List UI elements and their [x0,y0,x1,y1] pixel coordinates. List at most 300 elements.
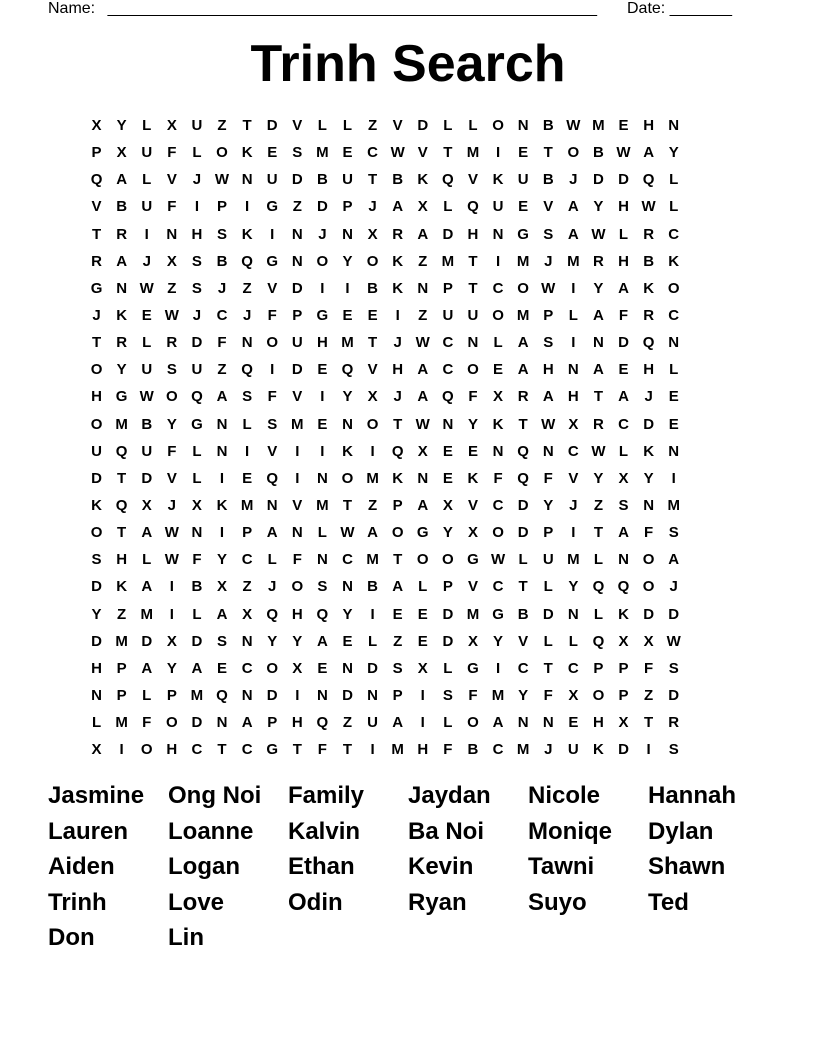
grid-letter[interactable]: E [518,144,529,162]
grid-letter[interactable]: D [517,496,529,514]
grid-letter[interactable]: M [667,496,680,514]
grid-letter[interactable]: I [119,741,124,759]
grid-letter[interactable]: O [517,279,529,297]
grid-letter[interactable]: S [317,578,328,596]
grid-letter[interactable]: T [117,469,127,487]
grid-letter[interactable]: I [495,659,501,677]
grid-letter[interactable]: U [141,198,153,216]
grid-letter[interactable]: Q [241,252,253,270]
grid-letter[interactable]: C [668,225,680,243]
grid-letter[interactable]: D [593,171,604,189]
grid-letter[interactable]: U [191,117,203,134]
grid-letter[interactable]: A [567,198,579,216]
grid-letter[interactable]: D [316,198,328,216]
grid-letter[interactable]: L [418,578,428,596]
grid-letter[interactable]: V [367,361,378,379]
grid-letter[interactable]: L [91,714,102,732]
grid-letter[interactable]: H [593,714,604,732]
grid-letter[interactable]: N [216,442,228,460]
grid-letter[interactable]: Y [668,144,679,162]
grid-letter[interactable]: W [591,225,606,243]
grid-letter[interactable]: V [543,198,554,216]
grid-letter[interactable]: J [393,388,402,406]
grid-letter[interactable]: L [593,605,603,623]
grid-letter[interactable]: V [267,442,278,460]
grid-letter[interactable]: R [643,306,655,324]
grid-letter[interactable]: R [116,225,128,243]
grid-letter[interactable]: R [116,334,128,352]
grid-letter[interactable]: T [367,334,378,352]
grid-letter[interactable]: Z [217,361,227,379]
grid-letter[interactable]: V [392,117,403,134]
grid-letter[interactable]: O [366,252,379,270]
grid-letter[interactable]: K [91,496,102,514]
grid-letter[interactable]: E [442,442,453,460]
grid-letter[interactable]: T [393,551,403,569]
grid-letter[interactable]: Q [241,361,253,379]
grid-letter[interactable]: P [166,686,177,704]
grid-letter[interactable]: N [191,524,203,542]
grid-letter[interactable]: Y [342,388,353,406]
grid-letter[interactable]: Z [242,279,252,297]
grid-letter[interactable]: T [217,741,227,759]
grid-letter[interactable]: I [495,252,501,270]
grid-letter[interactable]: M [240,496,254,514]
grid-letter[interactable]: N [342,415,353,433]
grid-letter[interactable]: L [192,605,202,623]
grid-letter[interactable]: R [593,252,604,270]
grid-letter[interactable]: G [266,198,279,216]
grid-letter[interactable]: N [668,442,680,460]
grid-letter[interactable]: M [466,605,480,623]
grid-letter[interactable]: Y [342,605,353,623]
grid-letter[interactable]: Q [517,469,529,487]
grid-letter[interactable]: X [618,469,629,487]
grid-letter[interactable]: B [517,605,529,623]
grid-letter[interactable]: X [367,225,378,243]
grid-letter[interactable]: O [416,551,429,569]
grid-letter[interactable]: K [492,415,504,433]
grid-letter[interactable]: N [542,442,554,460]
grid-letter[interactable]: O [592,686,605,704]
grid-letter[interactable]: H [542,361,554,379]
grid-letter[interactable]: P [442,279,453,297]
grid-letter[interactable]: F [468,686,478,704]
grid-letter[interactable]: Z [367,496,378,514]
grid-letter[interactable]: K [643,279,655,297]
grid-letter[interactable]: X [141,496,152,514]
grid-letter[interactable]: H [316,334,328,352]
grid-letter[interactable]: A [542,388,554,406]
grid-letter[interactable]: L [468,117,478,134]
grid-letter[interactable]: U [342,171,353,189]
grid-letter[interactable]: L [142,117,152,134]
grid-letter[interactable]: B [191,578,203,596]
grid-letter[interactable]: I [495,144,501,162]
grid-letter[interactable]: D [141,469,153,487]
grid-letter[interactable]: U [141,442,153,460]
grid-letter[interactable]: J [92,306,101,324]
grid-letter[interactable]: L [242,415,252,433]
grid-letter[interactable]: T [367,171,378,189]
grid-letter[interactable]: F [493,469,503,487]
grid-letter[interactable]: E [618,361,629,379]
grid-letter[interactable]: L [267,551,277,569]
grid-letter[interactable]: O [291,578,304,596]
grid-letter[interactable]: D [342,686,353,704]
grid-letter[interactable]: Y [518,686,529,704]
grid-letter[interactable]: K [668,252,680,270]
grid-letter[interactable]: I [270,361,275,379]
grid-letter[interactable]: R [643,225,655,243]
grid-letter[interactable]: Q [115,496,128,514]
grid-letter[interactable]: Y [568,578,579,596]
grid-letter[interactable]: I [295,469,300,487]
grid-letter[interactable]: I [571,279,576,297]
grid-letter[interactable]: L [142,686,152,704]
grid-letter[interactable]: O [642,578,655,596]
grid-letter[interactable]: C [567,659,579,677]
grid-letter[interactable]: N [216,714,228,732]
grid-letter[interactable]: D [643,415,655,433]
grid-letter[interactable]: D [291,279,303,297]
grid-letter[interactable]: T [91,225,102,243]
grid-letter[interactable]: W [164,551,179,569]
grid-letter[interactable]: E [141,306,152,324]
grid-letter[interactable]: Y [593,198,604,216]
grid-letter[interactable]: P [342,198,353,216]
grid-letter[interactable]: H [91,659,102,677]
grid-letter[interactable]: H [643,117,655,134]
grid-letter[interactable]: O [266,334,279,352]
grid-letter[interactable]: M [341,334,354,352]
grid-letter[interactable]: X [417,659,428,677]
grid-letter[interactable]: Y [593,469,604,487]
grid-letter[interactable]: T [242,117,252,134]
grid-letter[interactable]: B [141,415,153,433]
grid-letter[interactable]: A [141,659,153,677]
grid-letter[interactable]: Y [91,605,102,623]
grid-letter[interactable]: T [468,252,478,270]
grid-letter[interactable]: A [316,632,328,650]
grid-letter[interactable]: P [116,686,127,704]
grid-letter[interactable]: W [541,279,556,297]
grid-letter[interactable]: G [191,415,203,433]
grid-letter[interactable]: Z [217,117,227,134]
grid-letter[interactable]: I [345,279,350,297]
grid-letter[interactable]: Y [116,361,127,379]
grid-letter[interactable]: W [139,388,154,406]
grid-letter[interactable]: Q [467,198,479,216]
grid-letter[interactable]: Q [391,442,404,460]
grid-letter[interactable]: M [366,469,379,487]
grid-letter[interactable]: K [392,279,404,297]
grid-letter[interactable]: N [492,442,504,460]
grid-letter[interactable]: N [668,117,680,134]
grid-letter[interactable]: S [166,361,177,379]
grid-letter[interactable]: I [219,524,225,542]
grid-letter[interactable]: D [517,524,529,542]
grid-letter[interactable]: N [342,578,353,596]
grid-letter[interactable]: B [367,279,378,297]
grid-letter[interactable]: U [492,198,504,216]
grid-letter[interactable]: L [192,469,202,487]
grid-letter[interactable]: X [242,605,253,623]
grid-letter[interactable]: B [367,578,378,596]
grid-letter[interactable]: N [241,334,253,352]
grid-letter[interactable]: D [367,659,378,677]
grid-letter[interactable]: G [467,659,479,677]
grid-letter[interactable]: V [166,469,177,487]
grid-letter[interactable]: Z [367,117,378,134]
grid-letter[interactable]: Z [393,632,403,650]
grid-letter[interactable]: W [591,442,606,460]
grid-letter[interactable]: D [291,361,303,379]
grid-letter[interactable]: E [568,714,579,732]
grid-letter[interactable]: A [417,225,429,243]
grid-letter[interactable]: K [467,469,479,487]
grid-letter[interactable]: B [392,171,404,189]
grid-letter[interactable]: X [467,632,478,650]
grid-letter[interactable]: I [219,469,225,487]
grid-letter[interactable]: N [342,225,353,243]
grid-letter[interactable]: G [517,225,529,243]
grid-letter[interactable]: E [417,632,428,650]
grid-letter[interactable]: B [316,171,328,189]
grid-letter[interactable]: P [593,659,604,677]
grid-letter[interactable]: V [467,171,478,189]
grid-letter[interactable]: Q [617,578,630,596]
grid-letter[interactable]: C [492,496,504,514]
grid-letter[interactable]: E [342,632,353,650]
grid-letter[interactable]: P [392,496,403,514]
grid-letter[interactable]: O [90,524,103,542]
date-blank[interactable]: _______ [669,0,732,17]
grid-letter[interactable]: Q [266,469,279,487]
grid-letter[interactable]: J [142,252,151,270]
grid-letter[interactable]: I [571,334,576,352]
grid-letter[interactable]: S [668,659,679,677]
grid-letter[interactable]: I [320,388,325,406]
grid-letter[interactable]: V [267,279,278,297]
grid-letter[interactable]: A [643,144,655,162]
grid-letter[interactable]: D [668,686,680,704]
grid-letter[interactable]: U [141,361,153,379]
grid-letter[interactable]: E [417,605,428,623]
grid-letter[interactable]: W [214,171,230,189]
grid-letter[interactable]: T [644,714,654,732]
grid-letter[interactable]: K [392,469,404,487]
grid-letter[interactable]: G [266,252,279,270]
grid-letter[interactable]: R [517,388,529,406]
grid-letter[interactable]: C [492,279,504,297]
grid-letter[interactable]: A [492,714,504,732]
grid-letter[interactable]: F [468,388,478,406]
grid-letter[interactable]: L [669,198,679,216]
grid-letter[interactable]: Q [316,605,329,623]
grid-letter[interactable]: A [517,361,529,379]
grid-letter[interactable]: T [518,415,528,433]
grid-letter[interactable]: C [492,741,504,759]
grid-letter[interactable]: T [117,524,127,542]
grid-letter[interactable]: U [141,144,153,162]
grid-letter[interactable]: S [267,415,278,433]
grid-letter[interactable]: X [292,659,303,677]
grid-letter[interactable]: J [318,225,327,243]
grid-letter[interactable]: A [417,388,429,406]
grid-letter[interactable]: J [669,578,678,596]
grid-letter[interactable]: A [668,551,680,569]
grid-letter[interactable]: G [266,741,279,759]
grid-letter[interactable]: J [368,198,377,216]
grid-letter[interactable]: O [391,524,404,542]
grid-letter[interactable]: Z [342,714,353,732]
grid-letter[interactable]: I [245,198,250,216]
grid-letter[interactable]: E [342,144,353,162]
grid-letter[interactable]: B [216,252,228,270]
grid-letter[interactable]: N [442,415,454,433]
grid-letter[interactable]: E [493,361,504,379]
grid-letter[interactable]: B [467,741,479,759]
grid-letter[interactable]: F [644,659,654,677]
grid-letter[interactable]: J [544,252,553,270]
grid-letter[interactable]: S [392,659,403,677]
grid-letter[interactable]: H [417,741,429,759]
grid-letter[interactable]: N [567,605,579,623]
grid-letter[interactable]: N [517,117,529,134]
grid-letter[interactable]: E [317,659,328,677]
grid-letter[interactable]: N [467,334,479,352]
grid-letter[interactable]: A [116,171,128,189]
grid-letter[interactable]: M [592,117,605,134]
grid-letter[interactable]: J [544,741,553,759]
grid-letter[interactable]: Y [593,279,604,297]
grid-letter[interactable]: W [340,524,355,542]
grid-letter[interactable]: M [115,632,128,650]
grid-letter[interactable]: R [91,252,102,270]
grid-letter[interactable]: K [342,442,353,460]
grid-letter[interactable]: N [241,686,253,704]
grid-letter[interactable]: D [542,605,554,623]
grid-letter[interactable]: D [191,632,203,650]
grid-letter[interactable]: R [392,225,404,243]
grid-letter[interactable]: D [266,686,278,704]
grid-letter[interactable]: D [191,334,203,352]
grid-letter[interactable]: E [317,415,328,433]
grid-letter[interactable]: L [142,551,152,569]
grid-letter[interactable]: T [443,144,453,162]
grid-letter[interactable]: F [167,144,177,162]
grid-letter[interactable]: X [166,632,177,650]
grid-letter[interactable]: D [291,171,303,189]
grid-letter[interactable]: W [164,524,179,542]
grid-letter[interactable]: I [169,605,174,623]
grid-letter[interactable]: F [618,306,629,324]
grid-letter[interactable]: W [566,117,581,134]
grid-letter[interactable]: M [516,741,530,759]
grid-letter[interactable]: K [417,171,429,189]
grid-letter[interactable]: A [216,388,228,406]
grid-letter[interactable]: O [165,714,178,732]
grid-letter[interactable]: D [191,714,203,732]
grid-letter[interactable]: A [567,225,579,243]
grid-letter[interactable]: E [217,659,228,677]
grid-letter[interactable]: N [291,524,303,542]
grid-letter[interactable]: X [493,388,504,406]
grid-letter[interactable]: J [644,388,653,406]
grid-letter[interactable]: L [568,306,578,324]
grid-letter[interactable]: S [217,632,228,650]
grid-letter[interactable]: A [417,496,429,514]
grid-letter[interactable]: Z [117,605,127,623]
grid-letter[interactable]: D [266,117,278,134]
grid-letter[interactable]: W [490,551,506,569]
grid-letter[interactable]: Z [418,306,428,324]
grid-letter[interactable]: C [668,306,680,324]
grid-letter[interactable]: N [241,171,253,189]
grid-letter[interactable]: X [116,144,127,162]
grid-letter[interactable]: I [320,442,325,460]
grid-letter[interactable]: L [192,442,202,460]
grid-letter[interactable]: T [393,415,403,433]
grid-letter[interactable]: Y [543,496,554,514]
grid-letter[interactable]: H [618,198,629,216]
grid-letter[interactable]: Y [116,117,127,134]
grid-letter[interactable]: O [90,415,103,433]
grid-letter[interactable]: O [266,659,279,677]
grid-letter[interactable]: L [669,171,679,189]
grid-letter[interactable]: Y [292,632,303,650]
grid-letter[interactable]: I [420,686,425,704]
grid-letter[interactable]: K [116,578,128,596]
grid-letter[interactable]: Q [592,578,605,596]
grid-letter[interactable]: L [493,334,503,352]
grid-letter[interactable]: G [467,551,479,569]
grid-letter[interactable]: F [167,442,177,460]
grid-letter[interactable]: F [317,741,327,759]
grid-letter[interactable]: L [142,334,152,352]
grid-letter[interactable]: N [316,686,328,704]
grid-letter[interactable]: N [417,469,429,487]
grid-letter[interactable]: N [492,225,504,243]
grid-letter[interactable]: G [115,388,128,406]
grid-letter[interactable]: D [442,605,454,623]
grid-letter[interactable]: L [443,659,453,677]
grid-letter[interactable]: H [643,361,655,379]
grid-letter[interactable]: V [292,388,303,406]
grid-letter[interactable]: T [593,524,603,542]
grid-letter[interactable]: S [543,225,554,243]
grid-letter[interactable]: N [593,334,604,352]
grid-letter[interactable]: N [91,686,102,704]
grid-letter[interactable]: U [291,334,303,352]
grid-letter[interactable]: D [91,632,102,650]
grid-letter[interactable]: Z [593,496,603,514]
grid-letter[interactable]: X [417,442,428,460]
grid-letter[interactable]: Q [642,334,655,352]
grid-letter[interactable]: T [543,659,553,677]
grid-letter[interactable]: F [192,551,202,569]
grid-letter[interactable]: N [316,551,328,569]
name-blank[interactable]: _______________________________________________________ [107,0,597,17]
grid-letter[interactable]: I [420,714,425,732]
grid-letter[interactable]: D [668,605,680,623]
grid-letter[interactable]: P [543,524,554,542]
grid-letter[interactable]: I [395,306,400,324]
grid-letter[interactable]: E [242,469,253,487]
grid-letter[interactable]: X [568,686,579,704]
grid-letter[interactable]: N [643,496,655,514]
